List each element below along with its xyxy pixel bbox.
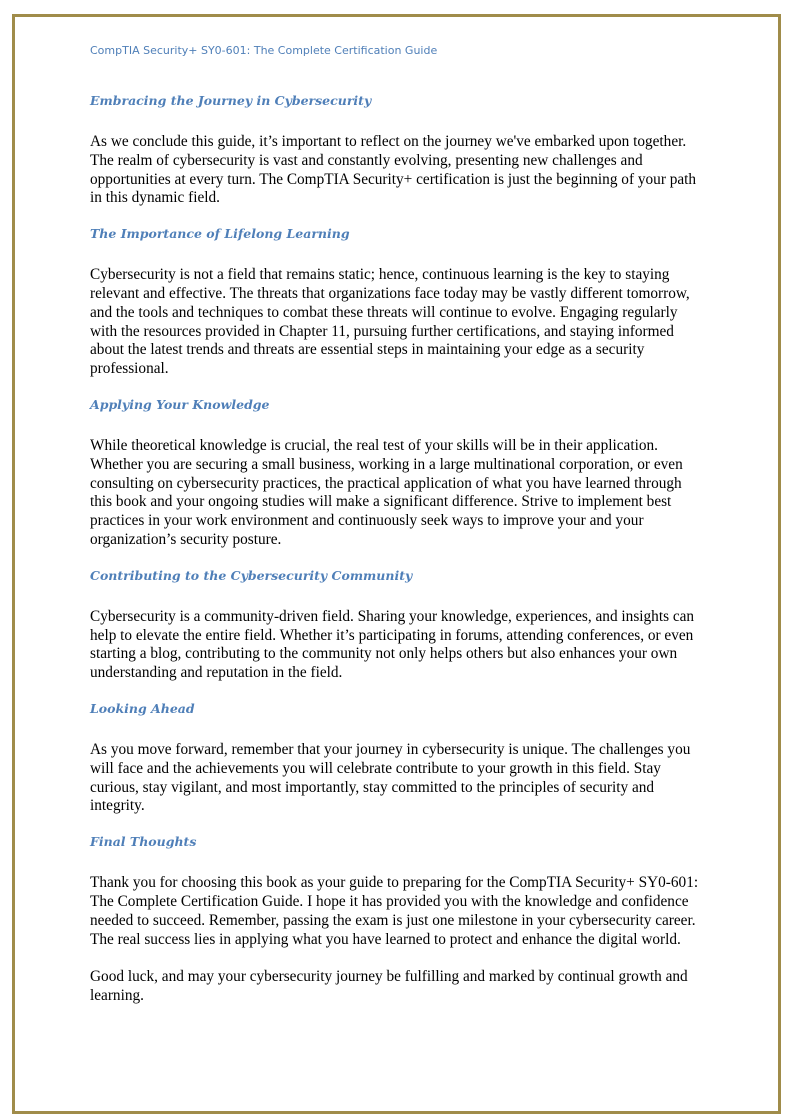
section-heading-embracing-the-journey: Embracing the Journey in Cybersecurity [90,93,372,108]
paragraph-applying-knowledge: While theoretical knowledge is crucial, the real test of your skills will be in their application. Whether you are securing a small business, working in a large multinational corporation, or even consulting on cybersecurity practices, the practical application of what you have learned through this book and your ongoing studies will make a significant difference. Strive to implement best practices in your work environment and continuously seek ways to improve your and your organization’s security posture. [90,436,683,548]
paragraph-contributing-community: Cybersecurity is a community-driven field. Sharing your knowledge, experiences, and insights can help to elevate the entire field. Whether it’s participating in forums, attending conferences, or even starting a blog, contributing to the community not only helps others but also enhances your own understanding and reputation in the field. [90,607,695,682]
section-heading-applying-knowledge: Applying Your Knowledge [90,396,270,412]
paragraph-embracing-the-journey: As we conclude this guide, it’s important to reflect on the journey we've embarked upon together. The realm of cybersecurity is vast and constantly evolving, presenting new challenges and opportunities at every turn. The CompTIA Security+ certification is just the beginning of your path in this dynamic field. [90,133,697,207]
section-heading-lifelong-learning: The Importance of Lifelong Learning [90,226,350,242]
paragraph-good-luck: Good luck, and may your cybersecurity journey be fulfilling and marked by continual growth and learning. [90,968,688,1005]
section-heading-contributing-community: Contributing to the Cybersecurity Community [90,567,413,583]
paragraph-final-thoughts: Thank you for choosing this book as your guide to preparing for the CompTIA Security+ SY0-601: The Complete Certification Guide. I hope it has provided you with the knowledge and confidence needed to succeed. Remember, passing the exam is just one milestone in your cybersecurity career. The real success lies in applying what you have learned to protect and enhance the digital world. [90,874,699,948]
paragraph-looking-ahead: As you move forward, remember that your journey in cybersecurity is unique. The challenges you will face and the achievements you will celebrate contribute to your growth in this field. Stay curious, stay vigilant, and most importantly, stay committed to the principles of security and integrity. [90,740,691,815]
paragraph-lifelong-learning: Cybersecurity is not a field that remains static; hence, continuous learning is the key to staying relevant and effective. The threats that organizations face today may be vastly different tomorrow, and the tools and techniques to combat these threats will continue to evolve. Engaging regularly with the resources provided in Chapter 11, pursuing further certifications, and staying informed about the latest trends and threats are essential steps in maintaining your edge as a security professional. [90,266,690,378]
document-body [90,93,706,1006]
section-heading-final-thoughts: Final Thoughts [90,834,197,850]
section-heading-looking-ahead: Looking Ahead [90,700,195,716]
running-header: CompTIA Security+ SY0-601: The Complete Certification Guide [90,44,438,57]
